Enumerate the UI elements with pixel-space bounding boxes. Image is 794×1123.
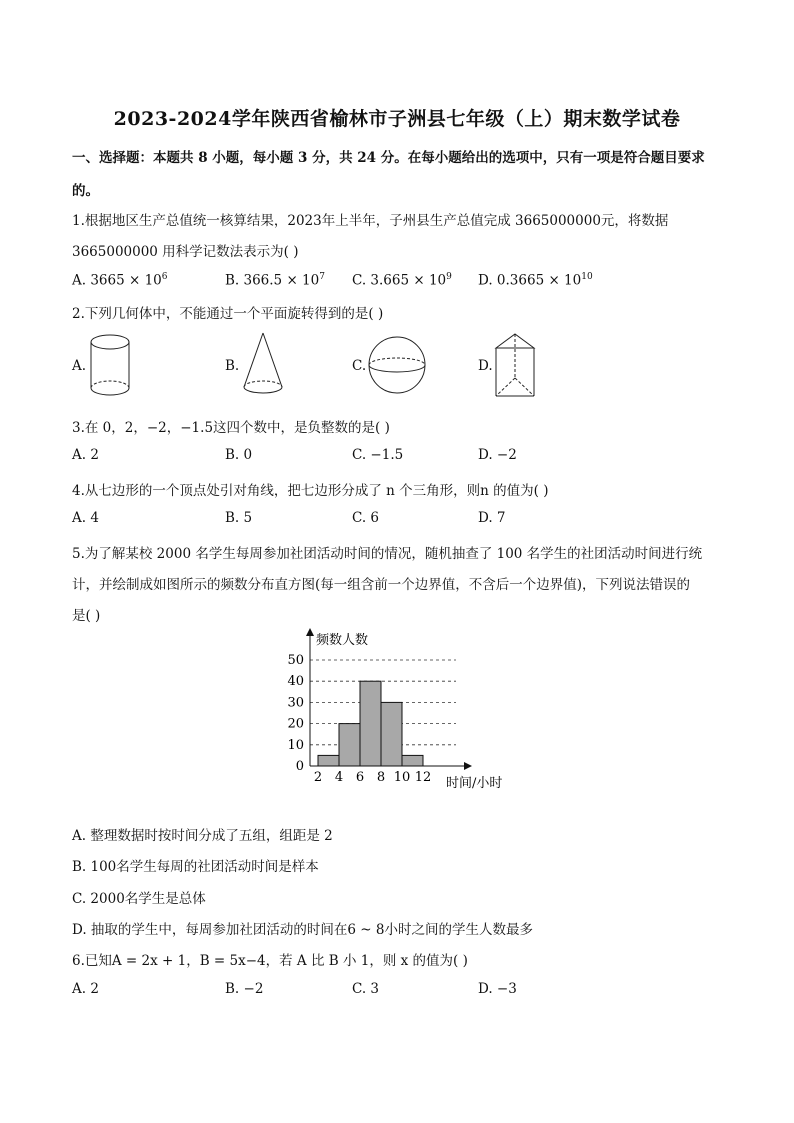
- histogram-bar: [339, 724, 360, 766]
- q2-label-a: A.: [72, 358, 87, 374]
- q4-stem: 4.从七边形的一个顶点处引对角线，把七边形分成了 n 个三角形，则n 的值为( ): [72, 483, 549, 499]
- y-tick-label: 10: [287, 737, 304, 753]
- y-tick-label: 40: [287, 674, 304, 690]
- cylinder-figure: [86, 332, 134, 400]
- q4-option-a: A. 4: [72, 510, 99, 526]
- q6-option-c: C. 3: [352, 981, 380, 997]
- q5-option-d: D. 抽取的学生中，每周参加社团活动的时间在6 ~ 8小时之间的学生人数最多: [72, 922, 533, 938]
- q1-option-b-base: B. 366.5 × 10: [225, 272, 320, 289]
- q1-stem-line1: 1.根据地区生产总值统一核算结果，2023年上半年，子州县生产总值完成 3665000000元，将数据: [72, 213, 669, 229]
- histogram-bar: [360, 681, 381, 766]
- q2-stem: 2.下列几何体中，不能通过一个平面旋转得到的是( ): [72, 306, 384, 322]
- q1-option-a-base: A. 3665 × 10: [72, 272, 162, 289]
- q3-option-b: B. 0: [225, 447, 253, 463]
- sphere-figure: [366, 334, 428, 396]
- q5-option-a: A. 整理数据时按时间分成了五组，组距是 2: [72, 828, 333, 844]
- q2-label-c: C.: [352, 358, 367, 374]
- y-tick-label: 20: [287, 716, 304, 732]
- section1-heading-line2: 的。: [72, 183, 99, 199]
- y-tick-label: 50: [287, 653, 304, 668]
- q6-option-a: A. 2: [72, 981, 99, 997]
- q5-option-c: C. 2000名学生是总体: [72, 891, 206, 907]
- y-tick-label: 0: [295, 759, 304, 774]
- frequency-histogram: [270, 626, 530, 796]
- q4-option-b: B. 5: [225, 510, 253, 526]
- q3-stem: 3.在 0，2，−2，−1.5这四个数中，是负整数的是( ): [72, 420, 390, 436]
- q3-option-c: C. −1.5: [352, 447, 404, 463]
- q2-label-b: B.: [225, 358, 240, 374]
- q3-option-a: A. 2: [72, 447, 99, 463]
- q6-option-b: B. −2: [225, 981, 264, 997]
- q1-option-a: [72, 272, 168, 289]
- q5-stem-line1: 5.为了解某校 2000 名学生每周参加社团活动时间的情况，随机抽查了 100 名学生的社团活动时间进行统: [72, 546, 703, 562]
- q2-label-d: D.: [478, 358, 493, 374]
- q1-option-d-exp: 10: [581, 272, 593, 282]
- q5-option-b: B. 100名学生每周的社团活动时间是样本: [72, 859, 319, 875]
- x-tick-label: 2: [313, 770, 323, 785]
- histogram-bar: [402, 755, 423, 766]
- q1-option-d-base: D. 0.3665 × 10: [478, 272, 582, 289]
- page-title: 2023-2024学年陕西省榆林市子洲县七年级（上）期末数学试卷: [113, 108, 681, 130]
- q5-stem-line3: 是( ): [72, 608, 101, 624]
- histogram-bar: [318, 755, 339, 766]
- cone-figure: [240, 330, 286, 400]
- q1-option-a-exp: 6: [161, 272, 168, 282]
- q1-option-b-exp: 7: [319, 272, 325, 282]
- histogram-bar: [381, 702, 402, 766]
- q3-option-d: D. −2: [478, 447, 517, 463]
- x-tick-label: 4: [334, 770, 344, 785]
- q1-option-b: [225, 272, 325, 289]
- q4-option-d: D. 7: [478, 510, 506, 526]
- q4-option-c: C. 6: [352, 510, 380, 526]
- prism-figure: [492, 330, 538, 400]
- q1-option-d: [478, 272, 593, 289]
- q1-stem-line2: 3665000000 用科学记数法表示为( ): [72, 244, 299, 260]
- y-axis-label: 频数人数: [316, 633, 369, 648]
- q1-option-c-base: C. 3.665 × 10: [352, 272, 447, 289]
- x-axis-arrow: [464, 762, 472, 770]
- y-tick-label: 30: [287, 695, 304, 711]
- x-axis-label: 时间/小时: [446, 776, 503, 791]
- x-tick-label: 8: [376, 770, 386, 785]
- x-tick-label: 10: [393, 770, 411, 785]
- section1-heading-line1: 一、选择题：本题共 8 小题，每小题 3 分，共 24 分。在每小题给出的选项中，只有一项是符合题目要求: [72, 150, 705, 166]
- y-axis-arrow: [306, 628, 314, 636]
- x-tick-label: 12: [414, 770, 432, 785]
- q1-option-c-exp: 9: [446, 272, 452, 282]
- q1-option-c: [352, 272, 452, 289]
- q6-stem: 6.已知A = 2x + 1，B = 5x−4，若 A 比 B 小 1，则 x 的值为( ): [72, 953, 468, 969]
- q6-option-d: D. −3: [478, 981, 517, 997]
- x-tick-label: 6: [355, 770, 365, 785]
- q5-stem-line2: 计，并绘制成如图所示的频数分布直方图(每一组含前一个边界值，不含后一个边界值)，下列说法错误的: [72, 577, 691, 593]
